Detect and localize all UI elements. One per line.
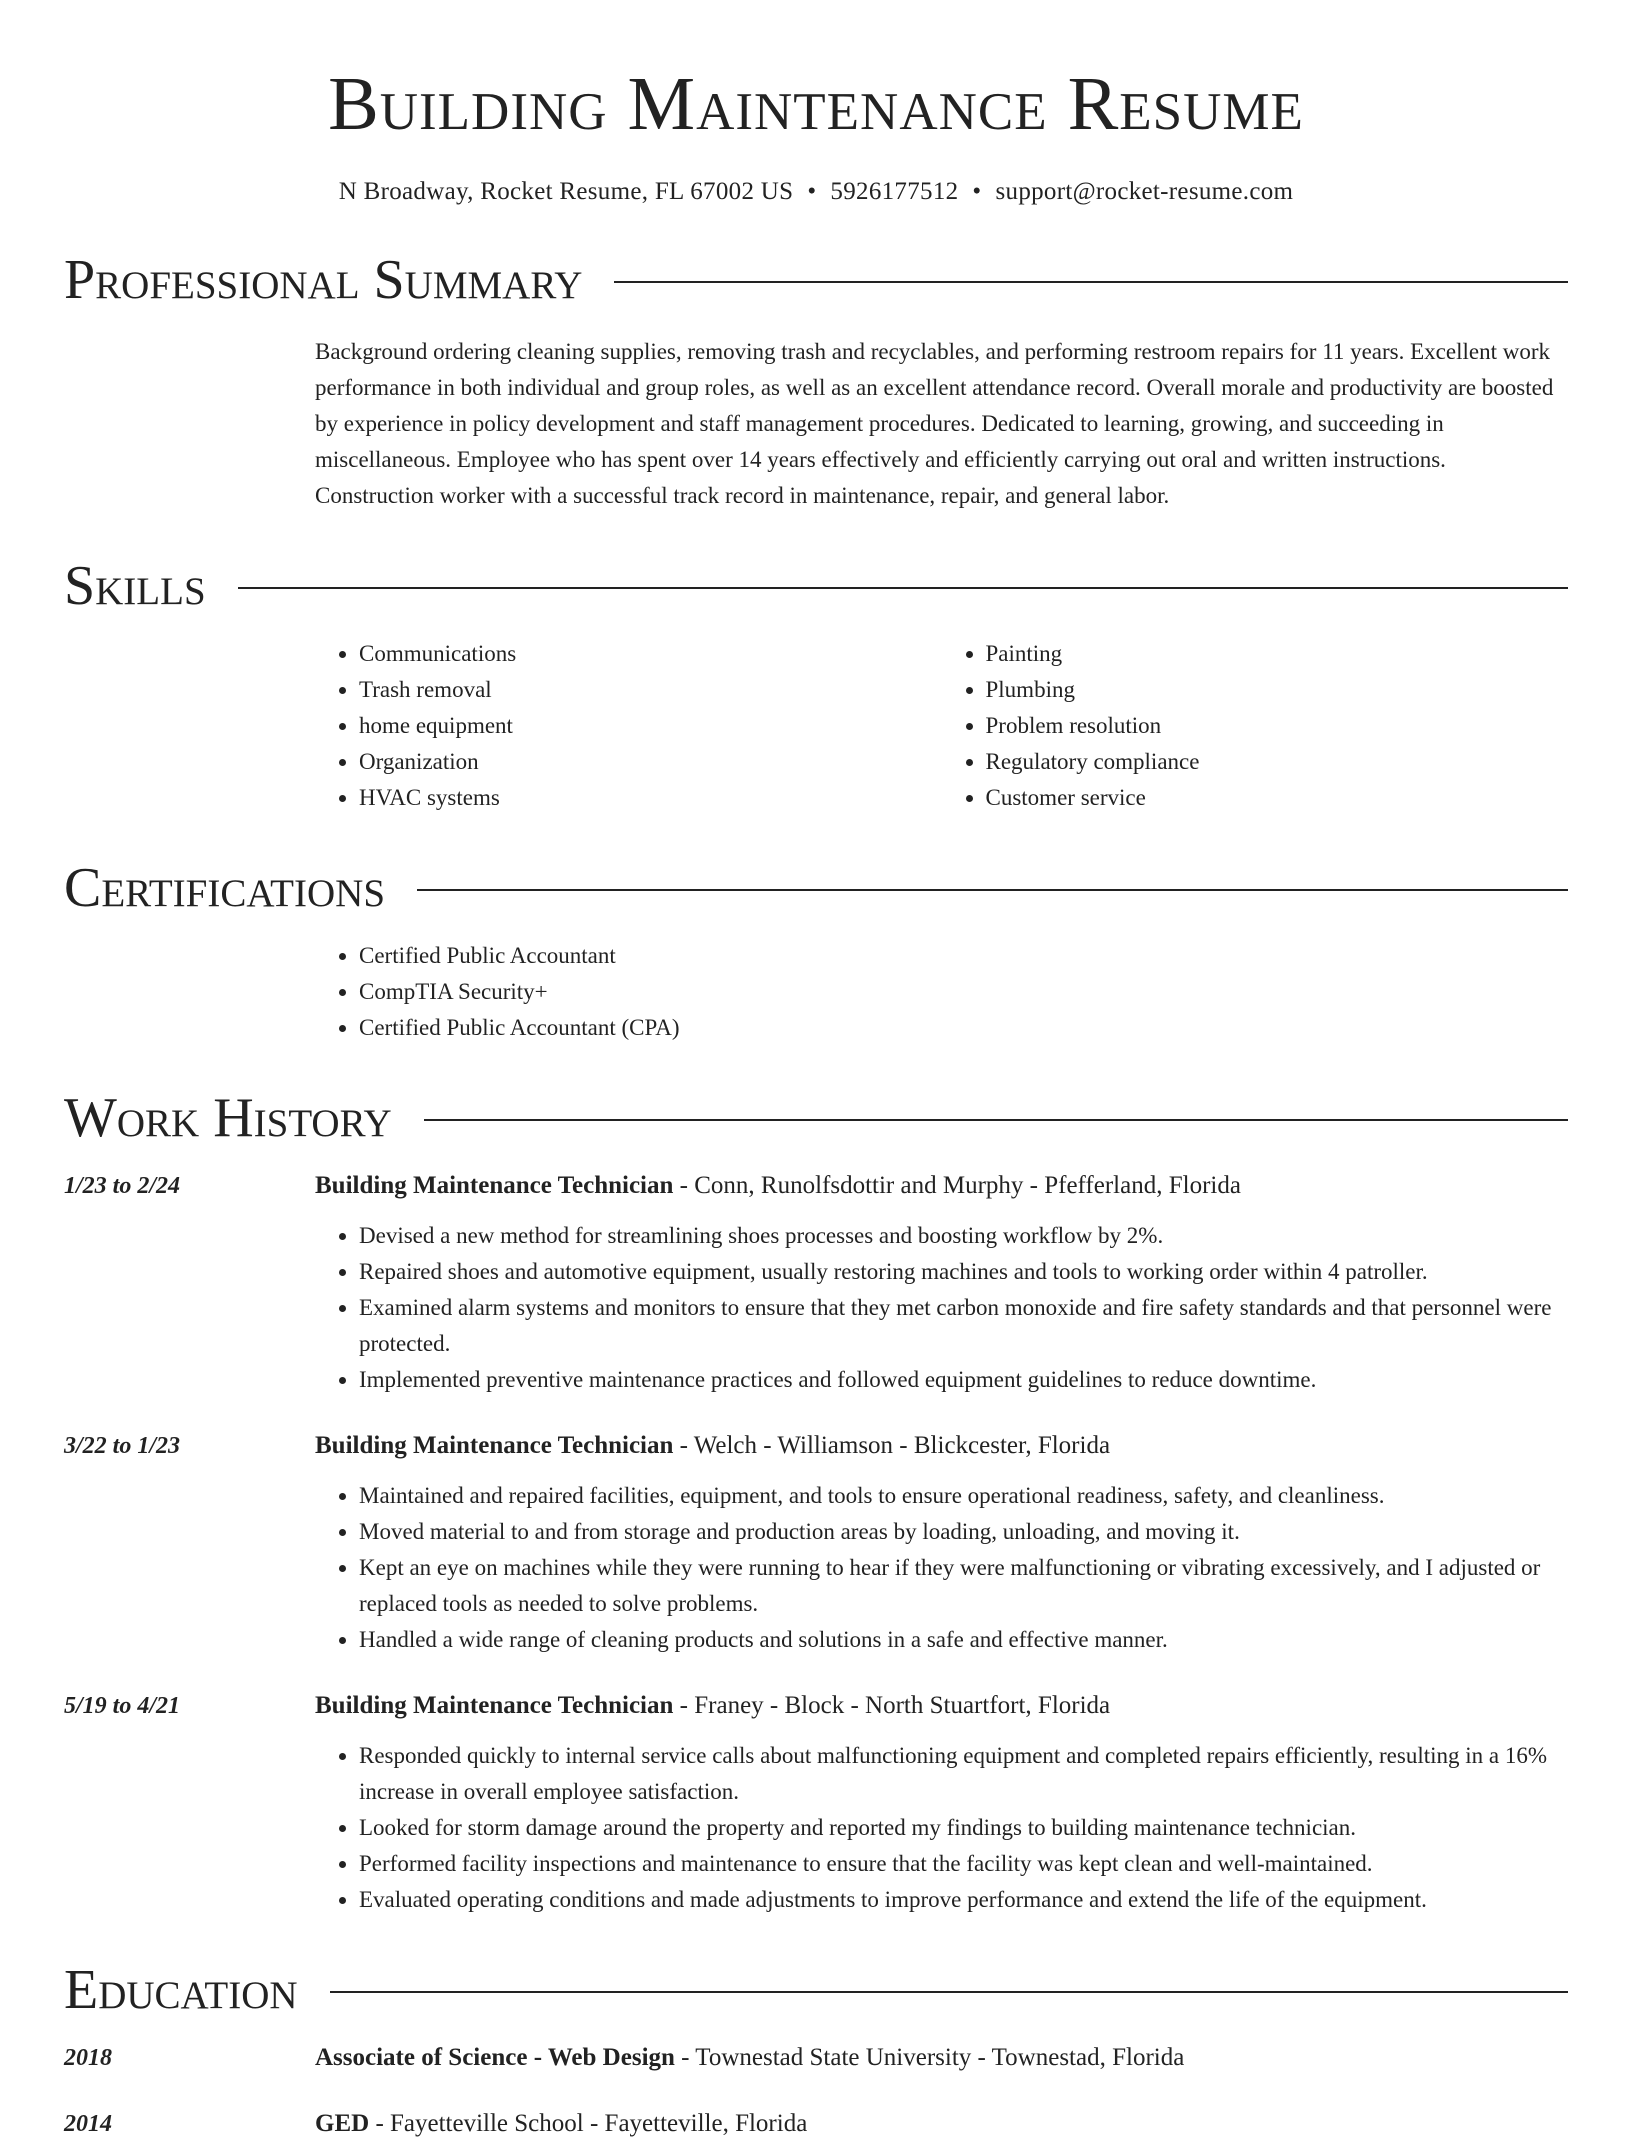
- job-detail: [315, 1428, 1568, 1658]
- education-school: - Fayetteville School - Fayetteville, Florida: [369, 2110, 808, 2137]
- skill-item: • HVAC systems: [359, 780, 942, 816]
- education-school: - Townestad State University - Townestad, Florida: [674, 2044, 1185, 2071]
- summary-section-header: [64, 244, 1568, 316]
- certifications-section-header: [64, 852, 1568, 924]
- job-bullet: • Looked for storm damage around the property and reported my findings to building maintenance technician.: [359, 1810, 1568, 1846]
- certifications-heading: Certifications: [64, 857, 386, 919]
- job-bullets: [315, 1218, 1568, 1398]
- job-employer: - Welch - Williamson - Blickcester, Florida: [673, 1432, 1111, 1459]
- skills-column-left: [315, 636, 942, 816]
- contact-phone: 5926177512: [830, 178, 959, 205]
- job-detail: [315, 1688, 1568, 1918]
- job-bullet: • Examined alarm systems and monitors to ensure that they met carbon monoxide and fire safety standards and that personnel were protected.: [359, 1290, 1568, 1362]
- contact-separator: •: [972, 178, 982, 205]
- education-entry: [64, 2106, 1568, 2142]
- resume-title: Building Maintenance Resume: [328, 62, 1304, 146]
- job-entry: [64, 1688, 1568, 1918]
- skill-item: • Customer service: [986, 780, 1569, 816]
- skill-item: • Problem resolution: [986, 708, 1569, 744]
- job-entry: [64, 1168, 1568, 1398]
- job-employer: - Conn, Runolfsdottir and Murphy - Pfefferland, Florida: [673, 1172, 1241, 1199]
- job-bullet: • Performed facility inspections and maintenance to ensure that the facility was kept clean and well-maintained.: [359, 1846, 1568, 1882]
- education-detail: [315, 2106, 807, 2142]
- job-bullet: • Kept an eye on machines while they were running to hear if they were malfunctioning or vibrating excessively, and I adjusted or replaced tools as needed to solve problems.: [359, 1550, 1568, 1622]
- job-role-line: [315, 1428, 1568, 1464]
- job-employer: - Franey - Block - North Stuartfort, Florida: [673, 1692, 1111, 1719]
- contact-separator: •: [807, 178, 817, 205]
- skills-column-right: [942, 636, 1569, 816]
- job-bullet: • Handled a wide range of cleaning products and solutions in a safe and effective manner.: [359, 1622, 1568, 1658]
- skill-item: • Painting: [986, 636, 1569, 672]
- job-date: 3/22 to 1/23: [64, 1433, 181, 1459]
- job-entry: [64, 1428, 1568, 1658]
- certification-item: • CompTIA Security+: [359, 974, 1568, 1010]
- job-bullets: [315, 1478, 1568, 1658]
- contact-email: support@rocket-resume.com: [995, 178, 1294, 205]
- skill-item: • Communications: [359, 636, 942, 672]
- job-date: 5/19 to 4/21: [64, 1693, 181, 1719]
- job-bullets: [315, 1738, 1568, 1918]
- job-detail: [315, 1168, 1568, 1398]
- job-date: 1/23 to 2/24: [64, 1173, 181, 1199]
- certifications-list: [315, 938, 1568, 1046]
- job-bullet: • Implemented preventive maintenance practices and followed equipment guidelines to reduce downtime.: [359, 1362, 1568, 1398]
- education-degree: Associate of Science - Web Design: [315, 2044, 675, 2071]
- education-heading: Education: [64, 1959, 298, 2021]
- section-divider: [614, 281, 1568, 283]
- skill-item: • Organization: [359, 744, 942, 780]
- summary-heading: Professional Summary: [64, 249, 583, 311]
- job-bullet: • Maintained and repaired facilities, equipment, and tools to ensure operational readiness, safety, and cleanliness.: [359, 1478, 1568, 1514]
- job-bullet: • Evaluated operating conditions and made adjustments to improve performance and extend the life of the equipment.: [359, 1882, 1568, 1918]
- skills-heading: Skills: [64, 555, 206, 617]
- skills-section-header: [64, 550, 1568, 622]
- section-divider: [330, 1991, 1568, 1993]
- job-bullet: • Moved material to and from storage and production areas by loading, unloading, and moving it.: [359, 1514, 1568, 1550]
- summary-text: Background ordering cleaning supplies, removing trash and recyclables, and performing restroom repairs for 11 years. Excellent work performance in both individual and group roles, as well as an excellent attendance record. Overall morale and productivity are boosted by experience in policy development and staff management procedures. Dedicated to learning, growing, and succeeding in miscellaneous. Employee who has spent over 14 years effectively and efficiently carrying out oral and written instructions. Construction worker with a successful track record in maintenance, repair, and general labor.: [315, 339, 1554, 508]
- job-title: Building Maintenance Technician: [315, 1432, 674, 1459]
- job-title: Building Maintenance Technician: [315, 1172, 674, 1199]
- skill-item: • Regulatory compliance: [986, 744, 1569, 780]
- job-bullet: • Devised a new method for streamlining shoes processes and boosting workflow by 2%.: [359, 1218, 1568, 1254]
- work-section-header: [64, 1082, 1568, 1154]
- education-degree: GED: [315, 2110, 370, 2137]
- certification-item: • Certified Public Accountant (CPA): [359, 1010, 1568, 1046]
- section-divider: [238, 587, 1568, 589]
- certification-item: • Certified Public Accountant: [359, 938, 1568, 974]
- education-date: 2014: [64, 2111, 112, 2137]
- contact-line: [64, 176, 1568, 208]
- education-date: 2018: [64, 2045, 112, 2071]
- job-bullet: • Repaired shoes and automotive equipment, usually restoring machines and tools to working order within 4 patroller.: [359, 1254, 1568, 1290]
- job-role-line: [315, 1688, 1568, 1724]
- skill-item: • Plumbing: [986, 672, 1569, 708]
- job-bullet: • Responded quickly to internal service calls about malfunctioning equipment and completed repairs efficiently, resulting in a 16% increase in overall employee satisfaction.: [359, 1738, 1568, 1810]
- education-entry: [64, 2040, 1568, 2076]
- contact-address: N Broadway, Rocket Resume, FL 67002 US: [338, 178, 794, 205]
- work-heading: Work History: [64, 1087, 392, 1149]
- skill-item: • Trash removal: [359, 672, 942, 708]
- skills-list: [315, 636, 1568, 816]
- job-role-line: [315, 1168, 1568, 1204]
- section-divider: [424, 1119, 1568, 1121]
- skill-item: • home equipment: [359, 708, 942, 744]
- education-detail: [315, 2040, 1184, 2076]
- section-divider: [417, 889, 1568, 891]
- education-section-header: [64, 1954, 1568, 2026]
- job-title: Building Maintenance Technician: [315, 1692, 674, 1719]
- resume-page: [64, 0, 1568, 2142]
